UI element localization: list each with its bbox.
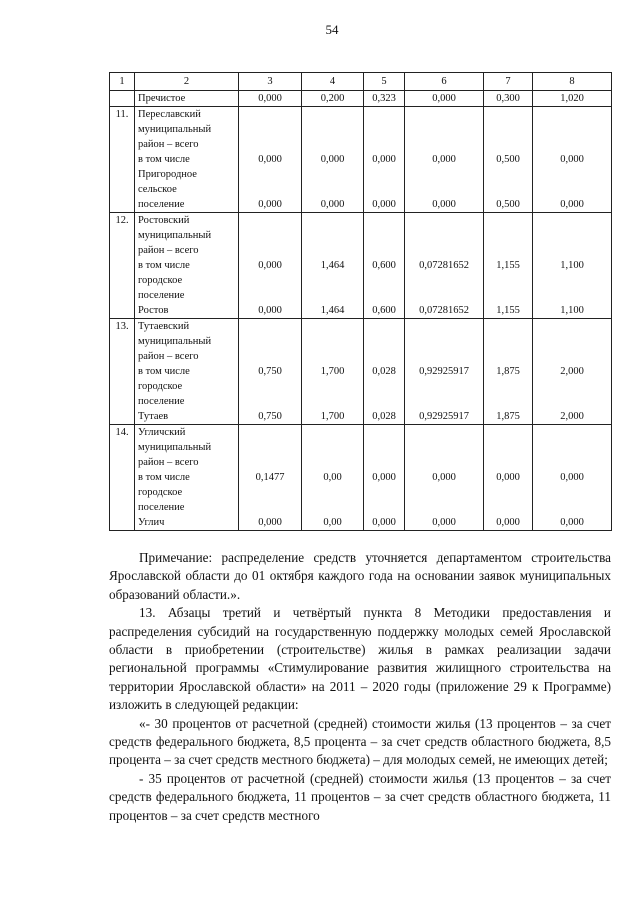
value-cell [484, 213, 533, 319]
header-cell: 1 [110, 73, 135, 91]
subtotal-value: 0,000 [372, 199, 396, 210]
value-cell: 0,000 [239, 91, 302, 107]
total-value: 0,92925917 [419, 366, 469, 377]
value-cell: 0,300 [484, 91, 533, 107]
row-name-line: Переславский [138, 109, 201, 120]
value-cell [364, 319, 405, 425]
total-value: 0,028 [372, 366, 396, 377]
subtotal-value: 0,500 [496, 199, 520, 210]
paragraph: «- 30 процентов от расчетной (средней) стоимости жилья (13 процентов – за счет средств федерального бюджета, 8,5 процента – за счет средств областного бюджета, 8,5 процента – за счет средств местного бюджета) – для молодых семей, не имеющих детей; [109, 715, 611, 768]
row-name-line: Тутаев [138, 411, 169, 422]
subtotal-value: 0,92925917 [419, 411, 469, 422]
body-text [109, 549, 611, 825]
subsidy-table [109, 72, 612, 531]
value-cell [405, 213, 484, 319]
row-name-line: городское [138, 381, 183, 392]
value-cell [302, 319, 364, 425]
row-name-line: муниципальный [138, 336, 212, 347]
value-cell [533, 425, 612, 531]
paragraph: 13. Абзацы третий и четвёртый пункта 8 Методики предоставления и распределения субсидий на государственную поддержку молодых семей Ярославской области в приобретении (строительстве) жилья в рамках реализации задачи региональной программы «Стимулирование развития жилищного строительства на территории Ярославской области» на 2011 – 2020 годы (приложение 29 к Программе) изложить в следующей редакции: [109, 605, 611, 713]
row-name [135, 425, 239, 531]
subtotal-value: 1,100 [560, 305, 584, 316]
row-name-line: Тутаевский [138, 321, 190, 332]
header-cell: 8 [533, 73, 612, 91]
table-row [110, 91, 612, 107]
row-name-line: Угличский [138, 427, 186, 438]
total-value: 0,000 [258, 154, 282, 165]
row-name-line: Пригородное [138, 169, 197, 180]
subtotal-value: 0,000 [496, 517, 520, 528]
row-name-line: Ростовский [138, 215, 190, 226]
total-value: 0,000 [372, 472, 396, 483]
subtotal-value: 0,000 [320, 199, 345, 210]
value-cell [533, 319, 612, 425]
value-cell: 0,200 [302, 91, 364, 107]
row-name-line: в том числе [138, 472, 190, 483]
value-cell [405, 425, 484, 531]
subtotal-value: 0,028 [372, 411, 396, 422]
header-cell: 7 [484, 73, 533, 91]
row-name-line: поселение [138, 396, 185, 407]
total-value: 0,1477 [255, 472, 285, 483]
row-name-line: сельское [138, 184, 177, 195]
subtotal-value: 0,000 [432, 199, 456, 210]
total-value: 0,000 [560, 154, 584, 165]
row-name-line: район – всего [138, 245, 199, 256]
row-name-line: поселение [138, 290, 185, 301]
total-value: 0,000 [372, 154, 396, 165]
row-number: 14. [110, 425, 135, 531]
value-cell [484, 319, 533, 425]
row-name [135, 319, 239, 425]
table-row [110, 319, 612, 425]
total-value: 0,000 [560, 472, 584, 483]
row-name-line: район – всего [138, 139, 199, 150]
subtotal-value: 0,00 [323, 517, 342, 528]
value-cell [302, 213, 364, 319]
value-cell: 0,000 [405, 91, 484, 107]
subtotal-value: 1,700 [320, 411, 345, 422]
row-name [135, 107, 239, 213]
value-cell [239, 425, 302, 531]
row-name-line: в том числе [138, 260, 190, 271]
subtotal-value: 0,750 [258, 411, 282, 422]
row-name-line: в том числе [138, 154, 190, 165]
subtotal-value: 0,000 [372, 517, 396, 528]
total-value: 1,464 [320, 260, 345, 271]
row-number: 12. [110, 213, 135, 319]
table-row [110, 213, 612, 319]
value-cell [364, 425, 405, 531]
row-name-line: городское [138, 275, 183, 286]
row-name: Пречистое [135, 91, 239, 107]
subtotal-value: 0,000 [258, 305, 282, 316]
subtotal-value: 0,000 [258, 517, 282, 528]
row-name-line: муниципальный [138, 442, 212, 453]
subtotal-value: 0,000 [560, 199, 584, 210]
row-number: 11. [110, 107, 135, 213]
total-value: 0,000 [432, 472, 456, 483]
row-name-line: муниципальный [138, 124, 212, 135]
table-row [110, 107, 612, 213]
header-cell: 5 [364, 73, 405, 91]
header-cell: 4 [302, 73, 364, 91]
row-name-line: городское [138, 487, 183, 498]
value-cell [405, 319, 484, 425]
total-value: 1,155 [496, 260, 520, 271]
subtotal-value: 1,875 [496, 411, 520, 422]
row-name-line: Ростов [138, 305, 169, 316]
total-value: 0,000 [258, 260, 282, 271]
table-header-row [110, 73, 612, 91]
row-name-line: муниципальный [138, 230, 212, 241]
value-cell [484, 425, 533, 531]
total-value: 1,100 [560, 260, 584, 271]
value-cell [302, 107, 364, 213]
total-value: 0,000 [432, 154, 456, 165]
row-name [135, 213, 239, 319]
row-name-line: в том числе [138, 366, 190, 377]
value-cell [364, 107, 405, 213]
subtotal-value: 0,07281652 [419, 305, 469, 316]
row-name-line: поселение [138, 502, 185, 513]
total-value: 0,000 [496, 472, 520, 483]
row-name-line: район – всего [138, 351, 199, 362]
row-name-line: поселение [138, 199, 185, 210]
value-cell [239, 319, 302, 425]
paragraph: - 35 процентов от расчетной (средней) стоимости жилья (13 процентов – за счет средств федерального бюджета, 11 процентов – за счет средств областного бюджета, 11 процентов – за счет средств местного [109, 770, 611, 823]
total-value: 0,500 [496, 154, 520, 165]
value-cell [484, 107, 533, 213]
value-cell [302, 425, 364, 531]
header-cell: 2 [135, 73, 239, 91]
subtotal-value: 0,000 [560, 517, 584, 528]
subtotal-value: 1,155 [496, 305, 520, 316]
total-value: 1,875 [496, 366, 520, 377]
value-cell [405, 107, 484, 213]
value-cell: 1,020 [533, 91, 612, 107]
value-cell [239, 213, 302, 319]
value-cell [239, 107, 302, 213]
total-value: 2,000 [560, 366, 584, 377]
subtotal-value: 1,464 [320, 305, 345, 316]
subtotal-value: 0,000 [258, 199, 282, 210]
total-value: 0,000 [320, 154, 345, 165]
total-value: 0,07281652 [419, 260, 469, 271]
row-name-line: район – всего [138, 457, 199, 468]
header-cell: 6 [405, 73, 484, 91]
table-row [110, 425, 612, 531]
subtotal-value: 0,600 [372, 305, 396, 316]
subtotal-value: 2,000 [560, 411, 584, 422]
total-value: 1,700 [320, 366, 345, 377]
value-cell [533, 107, 612, 213]
row-number: 13. [110, 319, 135, 425]
header-cell: 3 [239, 73, 302, 91]
total-value: 0,00 [323, 472, 342, 483]
row-name-line: Углич [138, 517, 165, 528]
value-cell [364, 213, 405, 319]
paragraph: Примечание: распределение средств уточняется департаментом строительства Ярославской области до 01 октября каждого года на основании заявок муниципальных образований области.». [109, 550, 611, 602]
value-cell: 0,323 [364, 91, 405, 107]
value-cell [533, 213, 612, 319]
total-value: 0,600 [372, 260, 396, 271]
page-number: 54 [325, 22, 339, 37]
subtotal-value: 0,000 [432, 517, 456, 528]
total-value: 0,750 [258, 366, 282, 377]
